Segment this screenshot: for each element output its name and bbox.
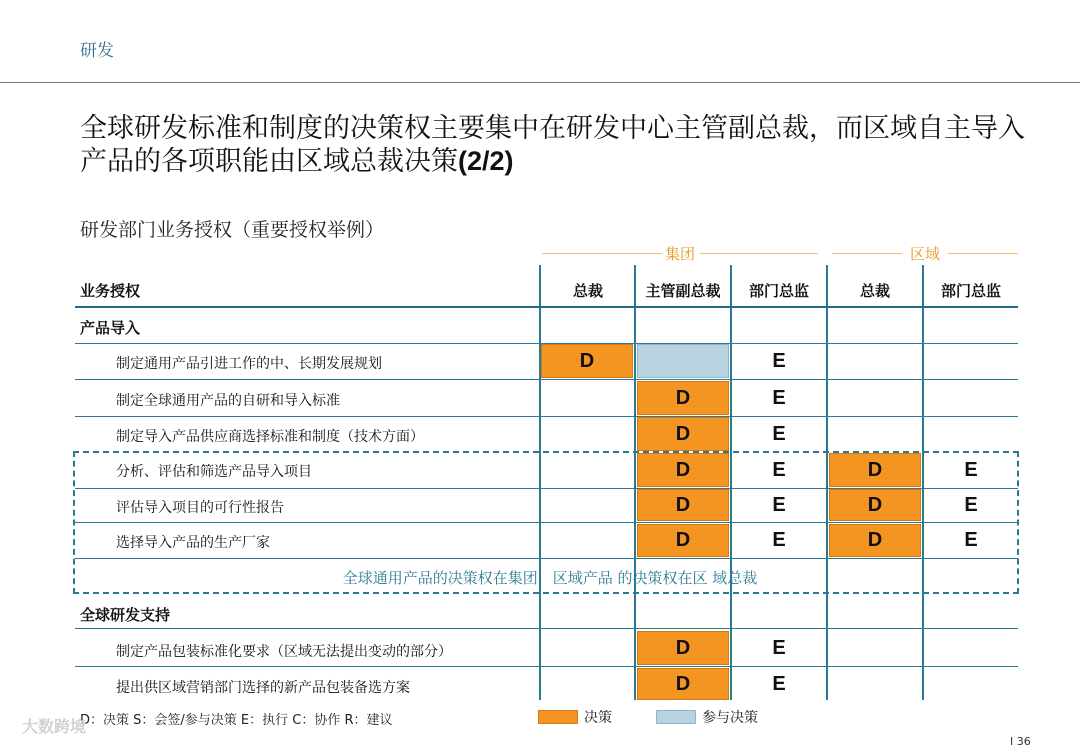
group-label-group: 集团 <box>664 245 695 263</box>
legend-label-decide: 决策 <box>584 710 612 726</box>
regional-products-note: 全球通用产品的决策权在集团，区域产品 的决策权在区 域总裁 <box>342 569 758 587</box>
decision-cell: D <box>829 524 921 557</box>
execute-cell: E <box>964 458 978 481</box>
row-label: 制定导入产品供应商选择标准和制度（技术方面） <box>116 429 424 445</box>
row-label: 评估导入项目的可行性报告 <box>116 500 284 516</box>
execute-cell: E <box>772 349 786 372</box>
decision-cell: D <box>637 417 729 451</box>
decision-cell: D <box>637 631 729 665</box>
table-title: 研发部门业务授权（重要授权举例） <box>80 219 385 241</box>
header-item: 业务授权 <box>80 282 141 300</box>
execute-cell: E <box>772 458 786 481</box>
execute-cell: E <box>964 493 978 516</box>
decision-cell: D <box>637 453 729 487</box>
section-label: 研发 <box>80 41 114 61</box>
header-col-region-director: 部门总监 <box>940 282 1001 300</box>
execute-cell: E <box>964 529 978 551</box>
row-label: 制定产品包装标准化要求（区域无法提出变动的部分） <box>116 644 452 660</box>
category-product-intro: 产品导入 <box>80 319 141 337</box>
region-line-left <box>832 253 902 254</box>
row-label: 选择导入产品的生产厂家 <box>116 535 270 551</box>
watermark: 大数跨境 <box>22 717 87 736</box>
page-title-text: 全球研发标准和制度的决策权主要集中在研发中心主管副总裁，而区域自主导入产品的各项职能由区域总裁决策 <box>80 113 1025 177</box>
region-line-right <box>948 253 1018 254</box>
decision-cell: D <box>541 344 633 378</box>
row-label: 制定通用产品引进工作的中、长期发展规划 <box>116 356 382 372</box>
row-rule <box>75 379 1018 380</box>
decision-cell: D <box>637 668 729 700</box>
execute-cell: E <box>772 386 786 409</box>
legend-codes: D：决策 S：会签/参与决策 E：执行 C：协作 R：建议 <box>80 713 393 728</box>
execute-cell: E <box>772 493 786 516</box>
legend-swatch-decide <box>538 710 578 724</box>
row-label: 制定全球通用产品的自研和导入标准 <box>116 393 340 409</box>
row-rule <box>75 666 1018 667</box>
execute-cell: E <box>772 672 786 695</box>
page-number: I 36 <box>1010 735 1031 748</box>
row-label: 分析、评估和筛选产品导入项目 <box>116 464 312 480</box>
group-label-region: 区域 <box>909 245 940 263</box>
group-line-left <box>542 253 662 254</box>
header-divider <box>0 82 1080 83</box>
execute-cell: E <box>772 422 786 445</box>
header-col-group-director: 部门总监 <box>748 282 809 300</box>
category-rd-support: 全球研发支持 <box>80 606 171 624</box>
decision-cell: D <box>829 453 921 487</box>
row-rule <box>75 416 1018 417</box>
participate-cell <box>637 344 729 378</box>
group-line-right <box>700 253 818 254</box>
legend-swatch-participate <box>656 710 696 724</box>
row-rule <box>75 628 1018 629</box>
decision-cell: D <box>637 489 729 521</box>
page-title <box>80 112 1040 178</box>
header-col-group-vp: 主管副总裁 <box>645 282 721 300</box>
execute-cell: E <box>772 529 786 551</box>
decision-cell: D <box>637 524 729 557</box>
execute-cell: E <box>772 636 786 659</box>
decision-cell: D <box>637 381 729 415</box>
page-title-suffix: (2/2) <box>458 146 514 176</box>
decision-cell: D <box>829 489 921 521</box>
header-col-region-president: 总裁 <box>859 282 890 300</box>
row-label: 提出供区域营销部门选择的新产品包装备选方案 <box>116 680 410 696</box>
header-col-group-president: 总裁 <box>572 282 603 300</box>
legend-label-participate: 参与决策 <box>702 710 758 726</box>
header-rule <box>75 306 1018 308</box>
